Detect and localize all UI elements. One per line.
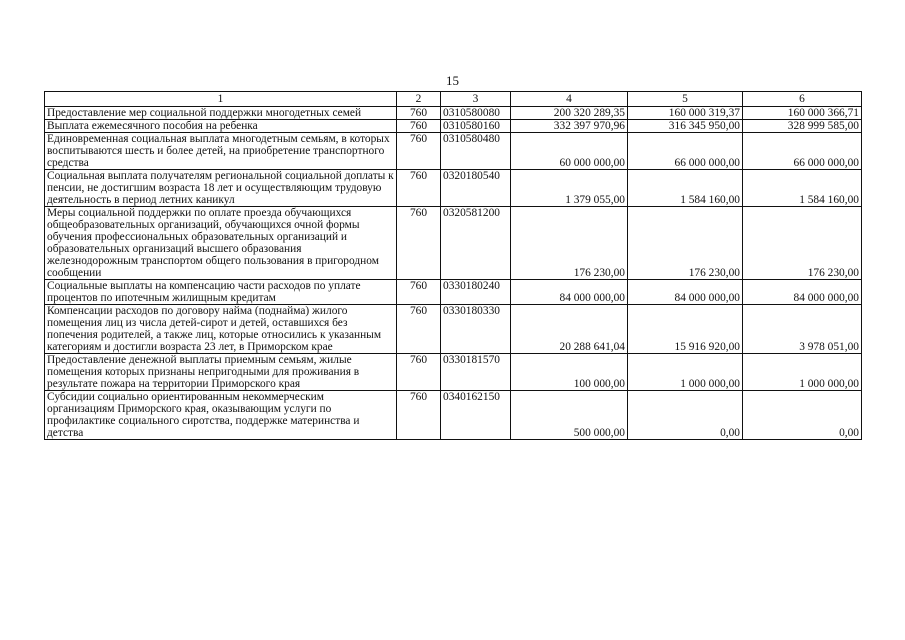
row-amount-col6: 66 000 000,00 — [743, 133, 862, 170]
row-target-code: 0320180540 — [441, 170, 511, 207]
column-header: 6 — [743, 92, 862, 107]
row-amount-col6: 3 978 051,00 — [743, 305, 862, 354]
row-target-code: 0310580160 — [441, 120, 511, 133]
row-amount-col6: 0,00 — [743, 391, 862, 440]
table-row — [45, 107, 862, 120]
row-amount-col5: 1 000 000,00 — [628, 354, 743, 391]
row-amount-col5: 84 000 000,00 — [628, 280, 743, 305]
row-amount-col4: 500 000,00 — [511, 391, 628, 440]
column-header: 5 — [628, 92, 743, 107]
row-target-code: 0310580480 — [441, 133, 511, 170]
row-description: Субсидии социально ориентированным некоммерческим организациям Приморского края, оказывающим услуги по профилактике социального сиротства, поддержке материнства и детства — [45, 391, 397, 440]
budget-table — [44, 91, 862, 440]
table-row — [45, 391, 862, 440]
row-ministry-code: 760 — [397, 207, 441, 280]
row-amount-col6: 160 000 366,71 — [743, 107, 862, 120]
row-ministry-code: 760 — [397, 391, 441, 440]
row-ministry-code: 760 — [397, 133, 441, 170]
row-target-code: 0310580080 — [441, 107, 511, 120]
row-amount-col5: 160 000 319,37 — [628, 107, 743, 120]
row-ministry-code: 760 — [397, 120, 441, 133]
page-number: 15 — [446, 73, 459, 88]
table-row — [45, 305, 862, 354]
column-header: 3 — [441, 92, 511, 107]
row-amount-col4: 20 288 641,04 — [511, 305, 628, 354]
row-target-code: 0340162150 — [441, 391, 511, 440]
row-ministry-code: 760 — [397, 305, 441, 354]
row-amount-col5: 15 916 920,00 — [628, 305, 743, 354]
row-amount-col4: 176 230,00 — [511, 207, 628, 280]
row-amount-col5: 1 584 160,00 — [628, 170, 743, 207]
row-amount-col4: 332 397 970,96 — [511, 120, 628, 133]
row-amount-col6: 176 230,00 — [743, 207, 862, 280]
row-ministry-code: 760 — [397, 107, 441, 120]
row-amount-col4: 60 000 000,00 — [511, 133, 628, 170]
row-amount-col6: 1 000 000,00 — [743, 354, 862, 391]
row-amount-col4: 100 000,00 — [511, 354, 628, 391]
table-row — [45, 354, 862, 391]
row-description: Компенсации расходов по договору найма (поднайма) жилого помещения лиц из числа детей-сирот и детей, оставшихся без попечения родителей, а также лиц, которые относились к указанным категориям и достигли возраста 23 лет, в Приморском крае — [45, 305, 397, 354]
table-row — [45, 170, 862, 207]
column-header: 4 — [511, 92, 628, 107]
row-amount-col5: 316 345 950,00 — [628, 120, 743, 133]
row-description: Социальные выплаты на компенсацию части расходов по уплате процентов по ипотечным жилищным кредитам — [45, 280, 397, 305]
row-description: Социальная выплата получателям региональной социальной доплаты к пенсии, не достигшим возраста 18 лет и осуществляющим трудовую деятельность в период летних каникул — [45, 170, 397, 207]
row-ministry-code: 760 — [397, 354, 441, 391]
table-row — [45, 280, 862, 305]
row-amount-col6: 1 584 160,00 — [743, 170, 862, 207]
row-amount-col6: 328 999 585,00 — [743, 120, 862, 133]
row-ministry-code: 760 — [397, 170, 441, 207]
column-header: 2 — [397, 92, 441, 107]
row-target-code: 0330181570 — [441, 354, 511, 391]
row-target-code: 0330180240 — [441, 280, 511, 305]
table-row — [45, 133, 862, 170]
row-amount-col6: 84 000 000,00 — [743, 280, 862, 305]
row-description: Выплата ежемесячного пособия на ребенка — [45, 120, 397, 133]
table-row — [45, 120, 862, 133]
row-description: Предоставление денежной выплаты приемным семьям, жилые помещения которых признаны непригодными для проживания в результате пожара на территории Приморского края — [45, 354, 397, 391]
row-amount-col4: 84 000 000,00 — [511, 280, 628, 305]
table-header-row — [45, 92, 862, 107]
row-amount-col4: 1 379 055,00 — [511, 170, 628, 207]
row-target-code: 0320581200 — [441, 207, 511, 280]
row-amount-col5: 176 230,00 — [628, 207, 743, 280]
row-ministry-code: 760 — [397, 280, 441, 305]
row-target-code: 0330180330 — [441, 305, 511, 354]
row-amount-col4: 200 320 289,35 — [511, 107, 628, 120]
column-header: 1 — [45, 92, 397, 107]
table-row — [45, 207, 862, 280]
row-description: Меры социальной поддержки по оплате проезда обучающихся общеобразовательных организаций, обучающихся очной формы обучения профессиональных образовательных организаций и образовательных организаций высшего образования железнодорожным транспортом общего пользования в пригородном сообщении — [45, 207, 397, 280]
row-amount-col5: 0,00 — [628, 391, 743, 440]
row-amount-col5: 66 000 000,00 — [628, 133, 743, 170]
row-description: Единовременная социальная выплата многодетным семьям, в которых воспитываются шесть и более детей, на приобретение транспортного средства — [45, 133, 397, 170]
row-description: Предоставление мер социальной поддержки многодетных семей — [45, 107, 397, 120]
